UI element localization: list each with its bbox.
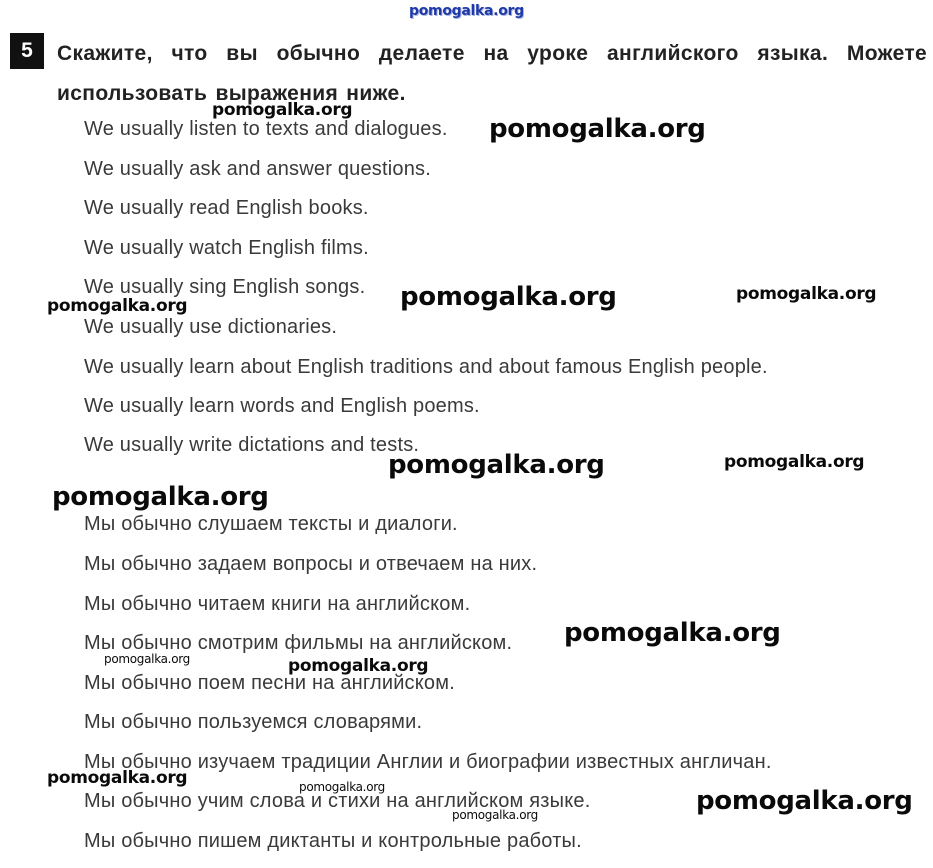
russian-line: Мы обычно читаем книги на английском. bbox=[84, 593, 471, 615]
english-line: We usually listen to texts and dialogues. bbox=[84, 118, 448, 140]
english-line: We usually read English books. bbox=[84, 197, 369, 219]
english-line: We usually use dictionaries. bbox=[84, 316, 338, 338]
task-number-badge: 5 bbox=[10, 33, 44, 69]
watermark: pomogalka.org bbox=[299, 780, 385, 794]
russian-line: Мы обычно смотрим фильмы на английском. bbox=[84, 632, 513, 654]
watermark: pomogalka.org bbox=[489, 114, 706, 144]
watermark: pomogalka.org bbox=[736, 284, 877, 304]
english-line: We usually sing English songs. bbox=[84, 276, 366, 298]
watermark: pomogalka.org bbox=[47, 296, 188, 316]
russian-line: Мы обычно пользуемся словарями. bbox=[84, 711, 423, 733]
watermark: pomogalka.org bbox=[564, 618, 781, 648]
english-line: We usually ask and answer questions. bbox=[84, 158, 432, 180]
watermark: pomogalka.org bbox=[288, 656, 429, 676]
watermark: pomogalka.org bbox=[724, 452, 865, 472]
watermark: pomogalka.org bbox=[696, 786, 913, 816]
watermark: pomogalka.org bbox=[47, 768, 188, 788]
russian-line: Мы обычно учим слова и стихи на английском языке. bbox=[84, 790, 591, 812]
english-line: We usually learn about English traditions and about famous English people. bbox=[84, 356, 768, 378]
english-line: We usually watch English films. bbox=[84, 237, 369, 259]
watermark: pomogalka.org bbox=[212, 100, 353, 120]
watermark: pomogalka.org bbox=[452, 808, 538, 822]
watermark: pomogalka.org bbox=[104, 652, 190, 666]
task-title: Скажите, что вы обычно делаете на уроке английского языка. Можете использовать выражения ниже. bbox=[57, 42, 927, 105]
watermark: pomogalka.org bbox=[388, 450, 605, 480]
russian-line: Мы обычно изучаем традиции Англии и биографии известных англичан. bbox=[84, 751, 772, 773]
russian-line: Мы обычно поем песни на английском. bbox=[84, 672, 455, 694]
watermark: pomogalka.org bbox=[52, 482, 269, 512]
russian-line: Мы обычно слушаем тексты и диалоги. bbox=[84, 513, 458, 535]
watermark: pomogalka.org bbox=[400, 282, 617, 312]
english-line: We usually write dictations and tests. bbox=[84, 434, 420, 456]
russian-line: Мы обычно пишем диктанты и контрольные работы. bbox=[84, 830, 582, 852]
english-line: We usually learn words and English poems. bbox=[84, 395, 480, 417]
watermark-top: pomogalka.org bbox=[409, 3, 524, 19]
russian-line: Мы обычно задаем вопросы и отвечаем на них. bbox=[84, 553, 538, 575]
